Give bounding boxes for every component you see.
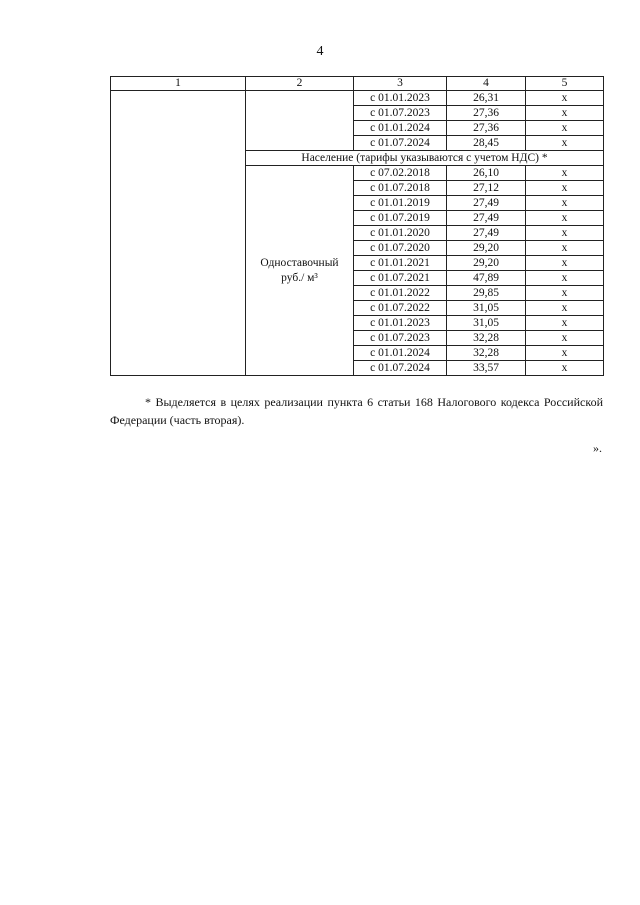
tariff-value-cell: 33,57 [447, 361, 526, 376]
tariff-value-cell: 28,45 [447, 136, 526, 151]
column-header: 3 [354, 77, 447, 91]
column-5-cell: х [526, 316, 604, 331]
column-header: 2 [246, 77, 354, 91]
tariff-value-cell: 27,36 [447, 106, 526, 121]
column-5-cell: х [526, 211, 604, 226]
tariff-value-cell: 29,20 [447, 241, 526, 256]
column-5-cell: х [526, 331, 604, 346]
blank-column-2-cell [246, 91, 354, 151]
closing-quote-mark: ». [593, 441, 602, 455]
column-5-cell: х [526, 271, 604, 286]
tariff-value-cell: 27,49 [447, 196, 526, 211]
column-5-cell: х [526, 181, 604, 196]
date-cell: с 01.07.2024 [354, 136, 447, 151]
table-header-row [111, 77, 604, 91]
column-5-cell: х [526, 121, 604, 136]
column-5-cell: х [526, 241, 604, 256]
date-cell: с 01.07.2021 [354, 271, 447, 286]
column-5-cell: х [526, 286, 604, 301]
blank-column-1-cell [111, 91, 246, 376]
date-cell: с 01.07.2019 [354, 211, 447, 226]
column-5-cell: х [526, 361, 604, 376]
tariff-type-label [246, 166, 354, 376]
tariff-value-cell: 47,89 [447, 271, 526, 286]
date-cell: с 01.01.2019 [354, 196, 447, 211]
page-number: 4 [316, 44, 324, 59]
tariff-value-cell: 27,36 [447, 121, 526, 136]
date-cell: с 01.01.2020 [354, 226, 447, 241]
tariff-value-cell: 27,49 [447, 226, 526, 241]
column-header: 1 [111, 77, 246, 91]
column-5-cell: х [526, 91, 604, 106]
tariff-value-cell: 27,12 [447, 181, 526, 196]
tariff-value-cell: 26,10 [447, 166, 526, 181]
footnote: * Выделяется в целях реализации пункта 6 статьи 168 Налогового кодекса Российской Федерации (часть вторая). [110, 395, 603, 427]
tariff-value-cell: 26,31 [447, 91, 526, 106]
date-cell: с 01.01.2022 [354, 286, 447, 301]
tariff-value-cell: 32,28 [447, 346, 526, 361]
date-cell: с 01.01.2024 [354, 346, 447, 361]
column-5-cell: х [526, 346, 604, 361]
column-header: 4 [447, 77, 526, 91]
date-cell: с 07.02.2018 [354, 166, 447, 181]
date-cell: с 01.01.2021 [354, 256, 447, 271]
date-cell: с 01.07.2023 [354, 106, 447, 121]
column-header: 5 [526, 77, 604, 91]
date-cell: с 01.07.2024 [354, 361, 447, 376]
column-5-cell: х [526, 256, 604, 271]
tariff-value-cell: 31,05 [447, 316, 526, 331]
date-cell: с 01.07.2022 [354, 301, 447, 316]
column-5-cell: х [526, 166, 604, 181]
tariff-value-cell: 27,49 [447, 211, 526, 226]
date-cell: с 01.07.2023 [354, 331, 447, 346]
column-5-cell: х [526, 106, 604, 121]
date-cell: с 01.01.2023 [354, 91, 447, 106]
tariff-table [110, 76, 604, 376]
date-cell: с 01.07.2018 [354, 181, 447, 196]
date-cell: с 01.01.2024 [354, 121, 447, 136]
tariff-value-cell: 29,85 [447, 286, 526, 301]
tariff-value-cell: 29,20 [447, 256, 526, 271]
table-row [111, 91, 604, 106]
column-5-cell: х [526, 301, 604, 316]
tariff-value-cell: 31,05 [447, 301, 526, 316]
tariff-type-line: Одноставочный [260, 256, 339, 269]
section-label: Население (тарифы указываются с учетом НДС) * [246, 151, 604, 166]
column-5-cell: х [526, 136, 604, 151]
tariff-unit-line: руб./ м³ [281, 271, 318, 284]
column-5-cell: х [526, 196, 604, 211]
column-5-cell: х [526, 226, 604, 241]
tariff-value-cell: 32,28 [447, 331, 526, 346]
date-cell: с 01.07.2020 [354, 241, 447, 256]
date-cell: с 01.01.2023 [354, 316, 447, 331]
